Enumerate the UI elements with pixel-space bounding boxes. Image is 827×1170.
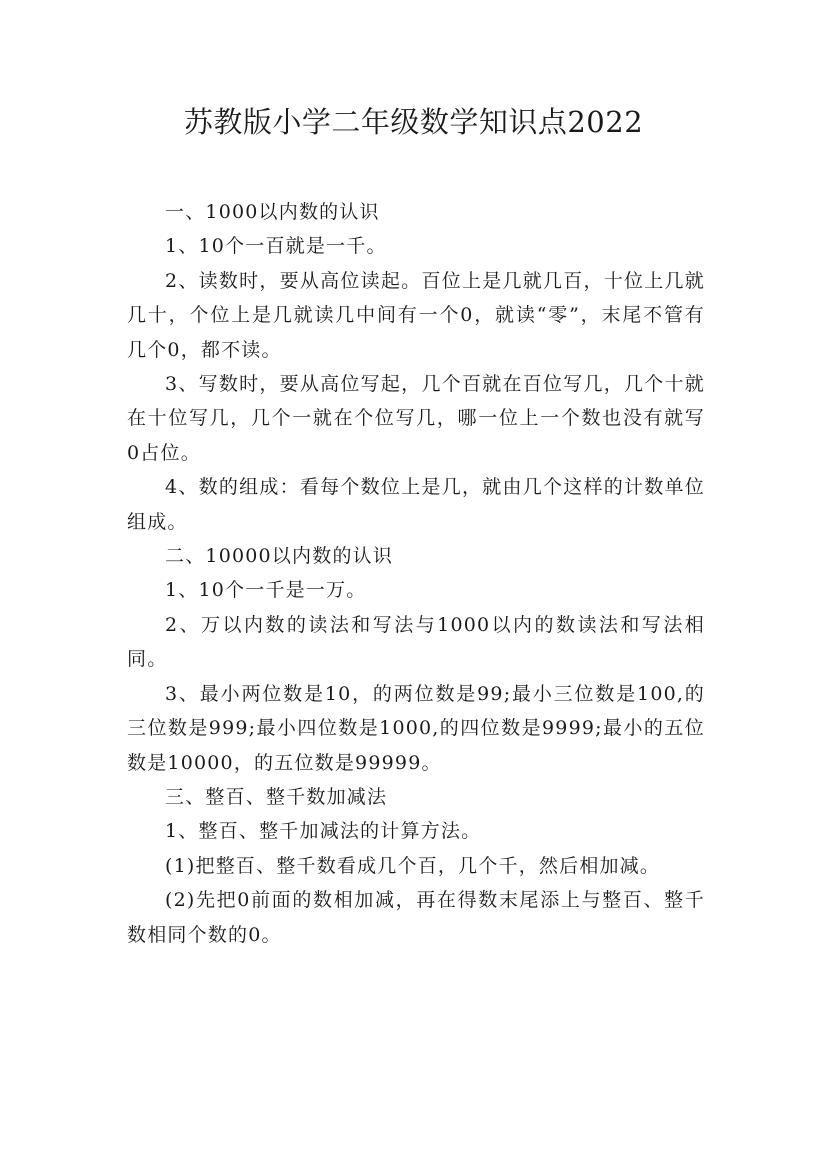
paragraph: 1、整百、整千加减法的计算方法。	[165, 820, 482, 843]
section-heading-1: 一、1000以内数的认识	[165, 201, 380, 223]
paragraph: 3、最小两位数是10，的两位数是99;最小三位数是100,的三位数是999;最小四位数是1000,的四位数是9999;最小的五位数是10000，的五位数是99999。	[127, 682, 705, 774]
paragraph: 3、写数时，要从高位写起，几个百就在百位写几，几个十就在十位写几，几个一就在个位写几，哪一位上一个数也没有就写0占位。	[127, 373, 705, 464]
paragraph: 2、万以内数的读法和写法与1000以内的数读法和写法相同。	[127, 613, 705, 671]
document-title: 苏教版小学二年级数学知识点2022	[183, 105, 644, 139]
section-heading-3: 三、整百、整千数加减法	[165, 785, 388, 808]
paragraph: 1、10个一千是一万。	[165, 579, 367, 602]
paragraph: 4、数的组成：看每个数位上是几，就由几个这样的计数单位组成。	[127, 476, 705, 533]
paragraph: 1、10个一百就是一千。	[165, 235, 387, 258]
section-heading-2: 二、10000以内数的认识	[165, 545, 394, 568]
paragraph: (2)先把0前面的数相加减，再在得数末尾添上与整百、整千数相同个数的0。	[127, 889, 705, 946]
paragraph: 2、读数时，要从高位读起。百位上是几就几百，十位上几就几十，个位上是几就读几中间有一个0，就读“零”，末尾不管有几个0，都不读。	[127, 269, 705, 361]
document-body	[127, 195, 705, 952]
paragraph: (1)把整百、整千数看成几个百，几个千，然后相加减。	[165, 854, 661, 877]
